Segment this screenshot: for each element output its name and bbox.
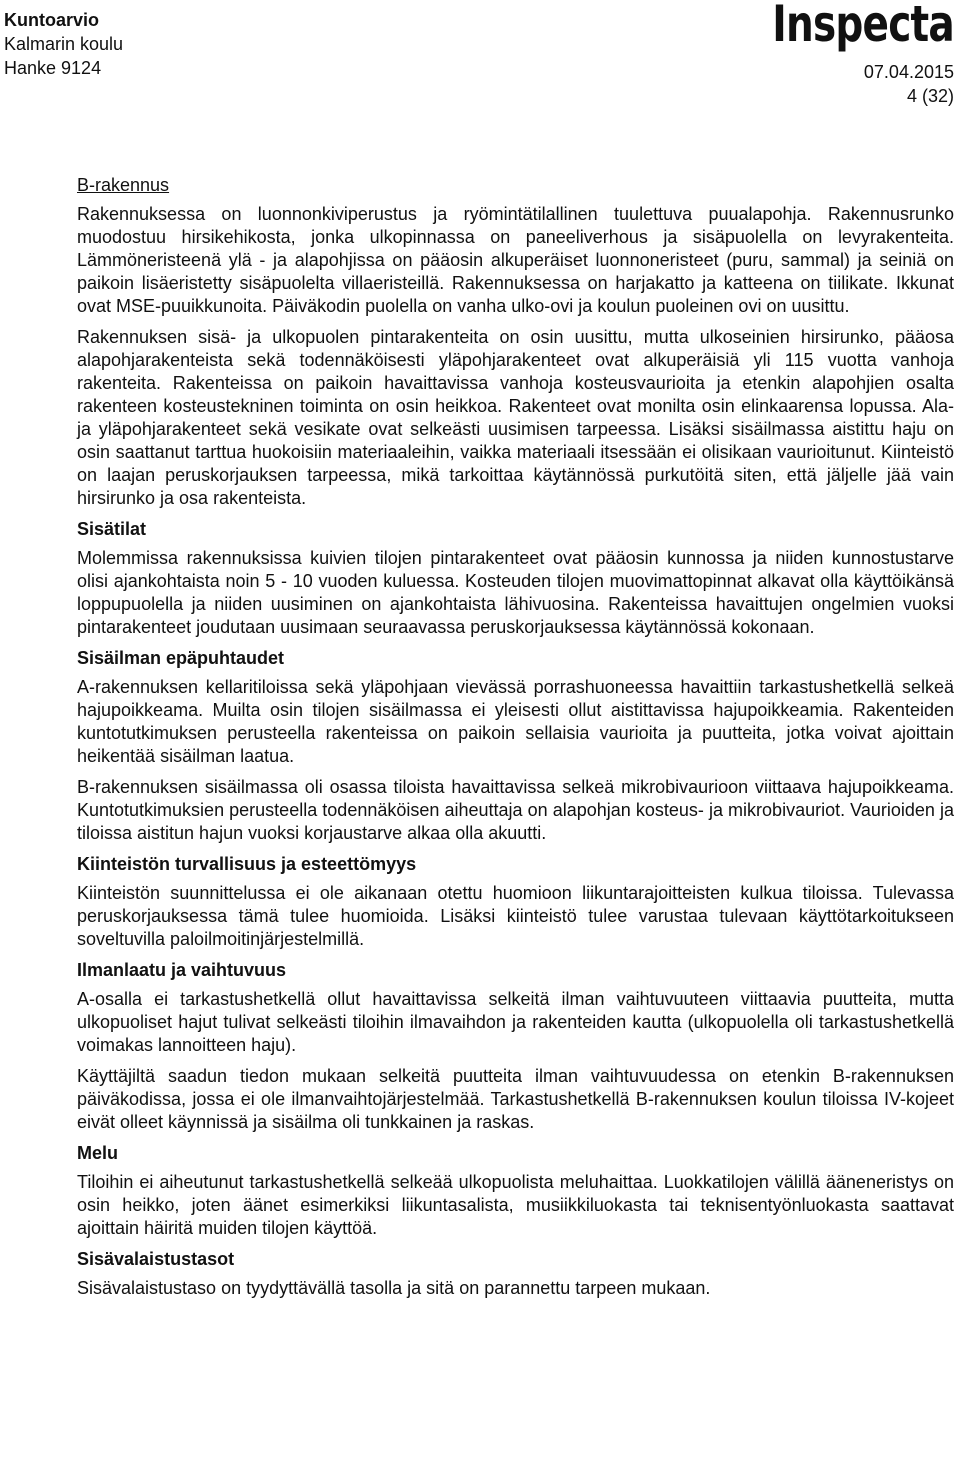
- section-heading-turvallisuus: Kiinteistön turvallisuus ja esteettömyys: [77, 854, 417, 874]
- document-title: Kuntoarvio: [4, 10, 100, 30]
- paragraph: A-osalla ei tarkastushetkellä ollut havaittavissa selkeitä ilman vaihtuvuuteen viittaavia puutteita, mutta ulkopuoliset hajut tulivat selkeästi tiloihin ilmavaihdon ja rakenteiden kautta (ulkopuolella oli tarkastushetkellä voimakas lannoitteen haju).: [77, 989, 954, 1055]
- paragraph: Käyttäjiltä saadun tiedon mukaan selkeitä puutteita ilman vaihtuvuudessa on etenkin B-rakennuksen päiväkodissa, jossa ei ole ilmanvaihtojärjestelmää. Tarkastushetkellä B-rakennuksen koulun tiloissa IV-kojeet eivät olleet käynnissä ja sisäilma oli tunkkainen ja raskas.: [77, 1066, 954, 1132]
- paragraph: B-rakennuksen sisäilmassa oli osassa tiloista havaittavissa selkeä mikrobivaurioon viittaava hajupoikkeama. Kuntotutkimuksien perusteella todennäköisen aiheuttaja on alapohjan kosteus- ja mikrobivauriot. Vaurioiden ja tiloissa aistitun hajun vuoksi korjaustarve alkaa olla akuutti.: [77, 777, 954, 843]
- paragraph: Rakennuksen sisä- ja ulkopuolen pintarakenteita on osin uusittu, mutta ulkoseinien hirsirunko, pääosa alapohjarakenteista sekä todennäköisesti yläpohjarakenteet ovat alkuperäisiä yli 115 vuotta vanhoja rakenteita. Rakenteissa on paikoin havaittavissa vanhoja kosteusvaurioita ja etenkin alapohjien osalta rakenteen kosteustekninen toiminta on osin heikkoa. Rakenteet ovat monilta osin elinkaarensa lopussa. Ala- ja yläpohjarakenteet sekä vesikate ovat selkeästi uusimisen tarpeessa. Lisäksi sisäilmassa aistittu haju on osin saattanut tarttua huokoisiin materiaaleihin, vaikka materiaali itsessään ei olisikaan vaurioitunut. Kiinteistö on laajan peruskorjauksen tarpeessa, mikä tarkoittaa käytännössä purkutöitä siten, että jäljelle jää vain hirsirunko ja osa rakenteista.: [77, 327, 954, 508]
- section-heading-sisavalaistustasot: Sisävalaistustasot: [77, 1249, 235, 1269]
- section-heading-melu: Melu: [77, 1143, 119, 1163]
- header-left: [4, 8, 123, 80]
- section-heading-b-rakennus: B-rakennus: [77, 175, 170, 195]
- section-heading-sisatilat: Sisätilat: [77, 519, 147, 539]
- document-body: [77, 174, 954, 1308]
- section-heading-ilmanlaatu: Ilmanlaatu ja vaihtuvuus: [77, 960, 287, 980]
- paragraph: A-rakennuksen kellaritiloissa sekä yläpohjaan vievässä porrashuoneessa havaittiin tarkastushetkellä selkeä hajupoikkeama. Muilta osin tilojen sisäilmassa ei yleisesti ollut aistittavissa hajupoikkeamia. Rakenteiden kuntotutkimuksen perusteella rakenteissa on paikoin sellaisia vaurioita ja puutteita, jotka voivat ajoittain heikentää sisäilman laatua.: [77, 677, 954, 766]
- project-number: Hanke 9124: [4, 58, 102, 78]
- paragraph: Molemmissa rakennuksissa kuivien tilojen pintarakenteet ovat pääosin kunnossa ja niiden kunnostustarve olisi ajankohtaista noin 5 - 10 vuoden kuluessa. Kosteuden tilojen muovimattopinnat alkavat olla käyttöikänsä loppupuolella ja niiden uusiminen on ajankohtaista lähivuosina. Rakenteissa havaittujen ongelmien vuoksi pintarakenteet joudutaan uusimaan seuraavassa peruskorjauksessa käytännössä kokonaan.: [77, 548, 954, 637]
- inspecta-logo: Inspecta: [772, 0, 954, 53]
- page-number: 4 (32): [906, 86, 954, 106]
- document-date: 07.04.2015: [863, 62, 954, 82]
- paragraph: Sisävalaistustaso on tyydyttävällä tasolla ja sitä on parannettu tarpeen mukaan.: [77, 1278, 711, 1298]
- paragraph: Kiinteistön suunnittelussa ei ole aikanaan otettu huomioon liikuntarajoitteisten kulkua tiloissa. Tulevassa peruskorjauksessa tämä tulee huomioida. Lisäksi kiinteistö tulee varustaa tulevaan käyttötarkoitukseen soveltuvilla paloilmoitinjärjestelmillä.: [77, 883, 954, 949]
- section-heading-sisailman-epapuhtaudet: Sisäilman epäpuhtaudet: [77, 648, 285, 668]
- paragraph: Tiloihin ei aiheutunut tarkastushetkellä selkeää ulkopuolista meluhaittaa. Luokkatilojen välillä ääneneristys on osin heikko, joten äänet esimerkiksi liikuntasalista, musiikkiluokasta tai teknisentyönluokasta saattavat ajoittain häiritä muiden tilojen käyttöä.: [77, 1172, 954, 1238]
- paragraph: Rakennuksessa on luonnonkiviperustus ja ryömintätilallinen tuulettuva puualapohja. Rakennusrunko muodostuu hirsikehikosta, jonka ulkopinnassa on paneeliverhous ja sisäpuolella on levyrakenteita. Lämmöneristeenä ylä - ja alapohjissa on pääosin alkuperäiset luonnoneristeet (puru, sammal) ja seiniä on paikoin lisäeristetty sisäpuolelta villaeristeillä. Rakennuksessa on harjakatto ja katteena on tiilikate. Ikkunat ovat MSE-puuikkunoita. Päiväkodin puolella on vanha ulko-ovi ja koulun puoleinen ovi on uusittu.: [77, 204, 954, 316]
- document-subtitle: Kalmarin koulu: [4, 34, 124, 54]
